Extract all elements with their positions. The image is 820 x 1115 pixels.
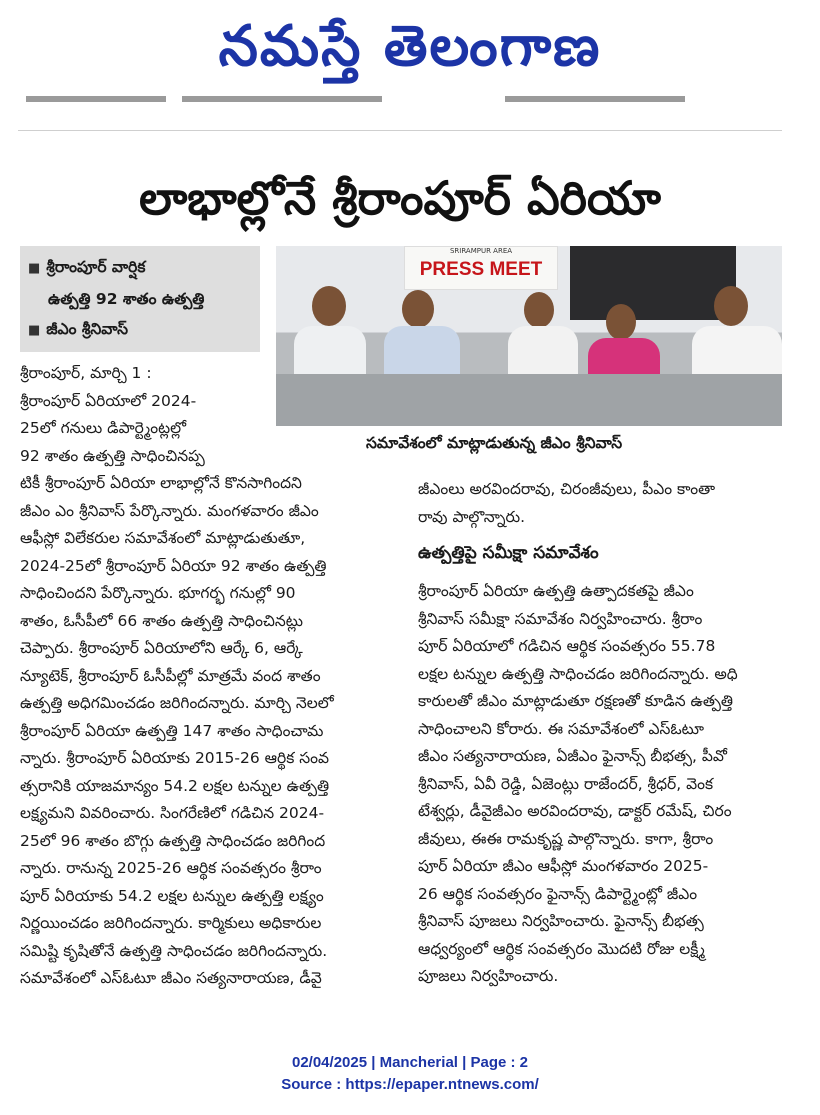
article-column-1: టికీ శ్రీరాంపూర్ ఏరియా లాభాల్లోనే కొనసాగిందని జీఎం ఎం శ్రీనివాస్ పేర్కొన్నారు. మంగళవారం జీఎం ఆఫీస్లో విలేకరుల సమావేశంలో మాట్లాడుతుతూ, 2024-25లో శ్రీరాంపూర్ ఏరియా 92 శాతం ఉత్పత్తి సాధించిందని పేర్కొన్నారు. భూగర్భ గనుల్లో 90 శాతం, ఓసీపీలో 66 శాతం ఉత్పత్తి సాధించినట్లు చెప్పారు. శ్రీరాంపూర్ ఏరియాలోని ఆర్కే 6, ఆర్కే న్యూటెక్, శ్రీరాంపూర్ ఓసీపీల్లో మాత్రమే వంద శాతం ఉత్పత్తి అధిగమించడం జరిగిందన్నారు. మార్చి నెలలో శ్రీరాంపూర్ ఏరియా ఉత్పత్తి 147 శాతం సాధించామ న్నారు. శ్రీరాంపూర్ ఏరియాకు 2015-26 ఆర్థిక సంవ త్సరానికి యాజమాన్యం 54.2 లక్షల టన్నుల ఉత్పత్తి లక్ష్యమని వివరించారు. సింగరేణిలో గడిచిన 2024- 25లో 96 శాతం బొగ్గు ఉత్పత్తి సాధించడం జరిగింద న్నారు. రానున్న 2025-26 ఆర్థిక సంవత్సరం శ్రీరాం పూర్ ఏరియాకు 54.2 లక్షల టన్నుల ఉత్పత్తి లక్ష్యం నిర్ణయించడం జరిగిందన్నారు. కార్మికులు అధికారుల సమిష్టి కృషితోనే ఉత్పత్తి సాధించడం జరిగిందన్నారు. సమావేశంలో ఎస్ఓటూ జీఎం సత్యనారాయణ, డీవై: [20, 474, 334, 987]
article-column-2: శ్రీరాంపూర్ ఏరియా ఉత్పత్తి ఉత్పాదకతపై జీఎం శ్రీనివాస్ సమీక్షా సమావేశం నిర్వహించారు. శ్రీరాం పూర్ ఏరియాలో గడిచిన ఆర్థిక సంవత్సరం 55.78 లక్షల టన్నుల ఉత్పత్తి సాధించడం జరిగిందన్నారు. అధి కారులతో జీఎం మాట్లాడుతూ రక్షణతో కూడిన ఉత్పత్తి సాధించాలని కోరారు. ఈ సమావేశంలో ఎస్ఓటూ జీఎం సత్యనారాయణ, ఏజీఎం ఫైనాన్స్ బీభత్స, పీవో శ్రీనివాస్, ఏవీ రెడ్డి, ఏజెంట్లు రాజేందర్, శ్రీధర్, వెంక టేశ్వర్లు, డీవైజీఎం అరవిందరావు, డాక్టర్ రమేష్, చిరం జీవులు, ఈఈ రామకృష్ణ పాల్గొన్నారు. కాగా, శ్రీరాం పూర్ ఏరియా జీఎం ఆఫీస్లో మంగళవారం 2025- 26 ఆర్థిక సంవత్సరం ఫైనాన్స్ డిపార్ట్మెంట్లో జీఎం శ్రీనివాస్ పూజలు నిర్వహించారు. ఫైనాన్స్ బీభత్స ఆధ్వర్యంలో ఆర్థిక సంవత్సరం మొదటి రోజు లక్ష్మీ పూజలు నిర్వహించారు.: [418, 582, 738, 985]
footer-dateline: 02/04/2025 | Mancherial | Page : 2: [291, 1054, 529, 1071]
deck-item: ■ శ్రీరాంపూర్ వార్షిక: [28, 258, 146, 276]
deck-item: ■ జీఎం శ్రీనివాస్: [28, 320, 128, 338]
footer-source[interactable]: Source : https://epaper.ntnews.com/: [281, 1076, 539, 1093]
cut-off-text-strip: [18, 92, 782, 106]
deck-item-continued: ఉత్పత్తి 92 శాతం ఉత్పత్తి: [48, 290, 205, 308]
conference-table: [276, 374, 782, 426]
photo-caption: సమావేశంలో మాట్లాడుతున్న జీఎం శ్రీనివాస్: [366, 434, 623, 452]
article-column-2-top: జీఎంలు అరవిందరావు, చిరంజీవులు, పీఎం కాంతా రావు పాల్గొన్నారు.: [418, 480, 716, 526]
divider-line: [18, 130, 782, 131]
press-meet-photo: [276, 246, 782, 426]
bullet-icon: ■: [28, 261, 41, 276]
article-headline: లాభాల్లోనే శ్రీరాంపూర్ ఏరియా: [139, 171, 661, 225]
newspaper-masthead: నమస్తే తెలంగాణ: [218, 13, 602, 79]
article-subheading: ఉత్పత్తిపై సమీక్షా సమావేశం: [418, 543, 599, 563]
article-deck: [20, 246, 260, 352]
bullet-icon: ■: [28, 323, 41, 338]
press-meet-banner: SRIRAMPUR AREA PRESS MEET: [404, 246, 558, 290]
article-column-1-top: శ్రీరాంపూర్, మార్చి 1 : శ్రీరాంపూర్ ఏరియాలో 2024- 25లో గనులు డిపార్ట్మెంట్లల్లో 92 శాతం ఉత్పత్తి సాధించినప్ప: [20, 364, 205, 465]
screen-board: [570, 246, 736, 320]
